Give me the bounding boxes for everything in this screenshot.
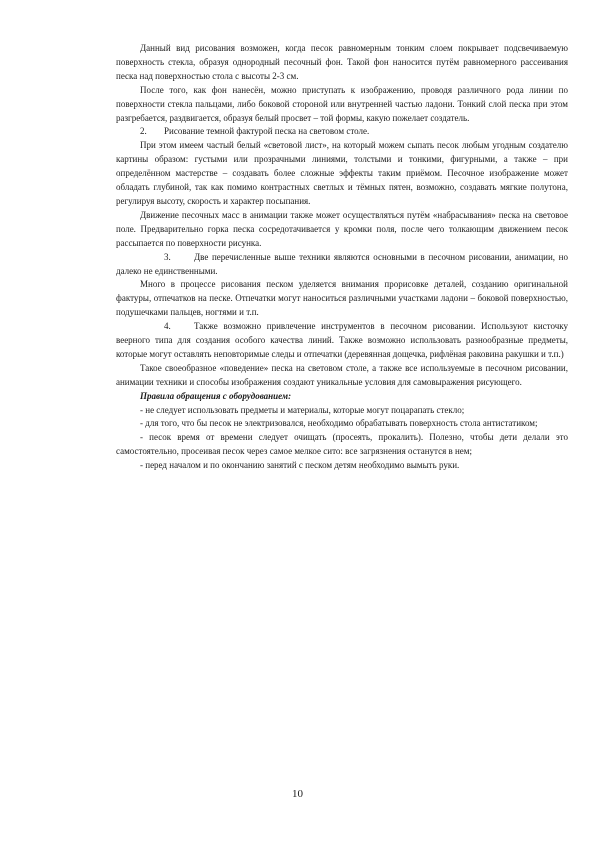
paragraph: При этом имеем частый белый «световой лист», на который можем сыпать песок любым угодным создателю картины образом: густыми или прозрачными линиями, толстыми и тонкими, фигурными, а также – при определённом мастерстве – создавать более сложные эффекты таким приёмом. Песочное изображение может обладать глубиной, так как помимо контрастных светлых и тёмных пятен, возможно, создавать мягкие полутона, регулируя высоту, скорость и характер посыпания. (116, 140, 568, 206)
list-item-text: Также возможно привлечение инструментов в песочном рисовании. Используют кисточку веерного типа для создания особого качества линий. Также возможно использовать разнообразные предметы, которые могут оставлять неповторимые следы и отпечатки (деревянная дощечка, рифлёная раковина ракушки и т.п.) (116, 321, 568, 359)
rule-item: - не следует использовать предметы и материалы, которые могут поцарапать стекло; (140, 404, 465, 415)
list-number: 3. (164, 251, 171, 262)
paragraph: Движение песочных масс в анимации также может осуществляться путём «набрасывания» песка на световое поле. Предварительно горка песка сосредотачивается у кромки поля, после чего толкающим движением песок рассыпается по поверхности рисунка. (116, 209, 568, 248)
paragraph: После того, как фон нанесён, можно приступать к изображению, проводя различного рода линии по поверхности стекла пальцами, либо боковой стороной или внутренней частью ладони. Тонкий слой песка при этом разгребается, раздвигается, образуя белый просвет – той формы, какую пожелает создатель. (116, 84, 568, 123)
list-item (116, 320, 568, 362)
list-item-heading (116, 125, 568, 139)
rules-title: Правила обращения с оборудованием: (140, 390, 292, 401)
page-number: 10 (292, 788, 303, 800)
list-item-text: Рисование темной фактурой песка на световом столе. (164, 126, 370, 137)
list-number: 2. (140, 126, 147, 137)
paragraph: Такое своеобразное «поведение» песка на световом столе, а также все используемые в песочном рисовании, анимации техники и способы изображения создают уникальные условия для самовыражения рисующего. (116, 362, 568, 387)
body-text (116, 42, 568, 473)
paragraph: Много в процессе рисования песком уделяется внимания прорисовке деталей, созданию оригинальной фактуры, отпечатков на песке. Отпечатки могут наноситься различными участками ладони – боковой поверхностью, подушечками пальцев, ногтями и т.п. (116, 279, 568, 318)
list-item (116, 251, 568, 279)
paragraph: Данный вид рисования возможен, когда песок равномерным тонким слоем покрывает подсвечиваемую поверхность стекла, образуя однородный песочный фон. Такой фон наносится путём равномерного рассеивания песка над поверхностью стола с высоты 2-3 см. (116, 43, 568, 81)
list-item-text: Две перечисленные выше техники являются основными в песочном рисовании, анимации, но далеко не единственными. (116, 251, 568, 276)
rule-item: - для того, что бы песок не электризовался, необходимо обрабатывать поверхность стола антистатиком; (140, 418, 538, 429)
rule-item: - перед началом и по окончанию занятий с песком детям необходимо вымыть руки. (140, 460, 460, 471)
rule-item: - песок время от времени следует очищать (просеять, прокалить). Полезно, чтобы дети делали это самостоятельно, просеивая песок через самое мелкое сито: все загрязнения останутся в нем; (116, 432, 568, 457)
list-number: 4. (164, 321, 171, 332)
